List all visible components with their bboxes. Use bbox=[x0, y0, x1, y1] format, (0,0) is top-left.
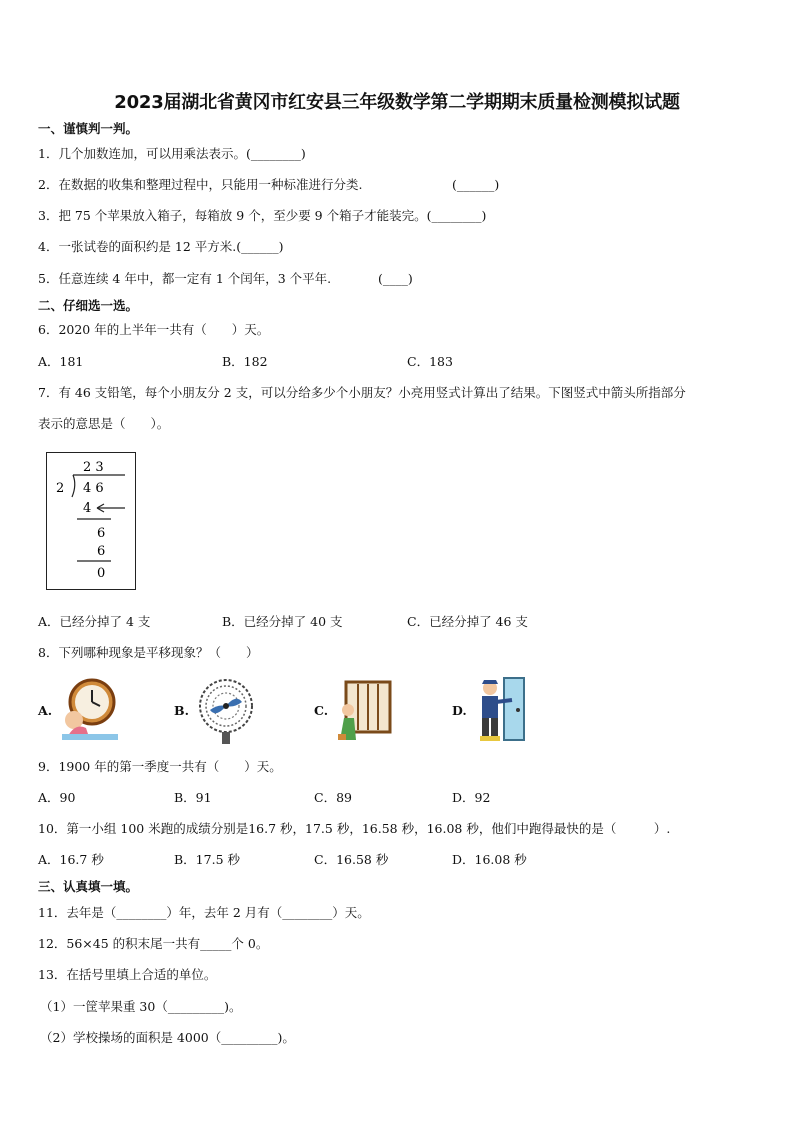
question-12: 12．56×45 的积末尾一共有_____个 0。 bbox=[38, 936, 269, 951]
division-bracket-curve bbox=[72, 475, 75, 497]
q7-option-b: B．已经分掉了 40 支 bbox=[222, 614, 343, 629]
q9-option-c: C．89 bbox=[314, 790, 352, 805]
question-3: 3．把 75 个苹果放入箱子，每箱放 9 个，至少要 9 个箱子才能装完。(________) bbox=[38, 208, 487, 223]
q8-option-d-label: D. bbox=[452, 703, 467, 718]
q9-option-a: A．90 bbox=[38, 790, 76, 805]
division-quotient: 2 3 bbox=[83, 460, 104, 475]
question-7-line-1: 7．有 46 支铅笔，每个小朋友分 2 支，可以分给多少个小朋友？小亮用竖式计算出了结果。下图竖式中箭头所指部分 bbox=[38, 385, 686, 400]
question-5: 5．任意连续 4 年中，都一定有 1 个闰年，3 个平年. bbox=[38, 271, 332, 286]
q8-option-c-label: C. bbox=[314, 703, 329, 718]
question-1: 1．几个加数连加，可以用乘法表示。(________) bbox=[38, 146, 306, 161]
division-divisor: 2 bbox=[56, 481, 65, 496]
q10-option-d: D．16.08 秒 bbox=[452, 852, 527, 867]
q10-option-b: B．17.5 秒 bbox=[174, 852, 240, 867]
question-11: 11．去年是（________）年，去年 2 月有（________）天。 bbox=[38, 905, 370, 920]
question-5-blank: (____) bbox=[378, 271, 413, 286]
long-division-figure bbox=[46, 452, 136, 590]
division-dividend: 4 6 bbox=[83, 481, 104, 496]
fan-spinning-picture bbox=[196, 672, 256, 746]
q7-option-a: A．已经分掉了 4 支 bbox=[38, 614, 151, 629]
q8-option-a-label: A. bbox=[38, 703, 53, 718]
q6-option-b: B．182 bbox=[222, 354, 268, 369]
question-8: 8．下列哪种现象是平移现象？（ ） bbox=[38, 645, 259, 660]
question-13: 13．在括号里填上合适的单位。 bbox=[38, 967, 217, 982]
question-4: 4．一张试卷的面积约是 12 平方米.(______) bbox=[38, 239, 284, 254]
q8-option-b-label: B. bbox=[174, 703, 189, 718]
question-10: 10．第一小组 100 米跑的成绩分别是16.7 秒，17.5 秒，16.58 秒，16.08 秒，他们中跑得最快的是（ ）. bbox=[38, 821, 671, 836]
section-heading-fill: 三、认真填一填。 bbox=[38, 879, 139, 894]
q6-option-c: C．183 bbox=[407, 354, 453, 369]
division-step-3: 6 bbox=[97, 544, 106, 559]
door-opening-picture bbox=[474, 676, 530, 742]
division-remainder: 0 bbox=[97, 566, 106, 581]
q10-option-a: A．16.7 秒 bbox=[38, 852, 104, 867]
question-9: 9．1900 年的第一季度一共有（ ）天。 bbox=[38, 759, 282, 774]
question-13-part-1: （1）一筐苹果重 30（_________)。 bbox=[40, 999, 242, 1014]
q10-option-c: C．16.58 秒 bbox=[314, 852, 389, 867]
section-heading-choose: 二、仔细选一选。 bbox=[38, 298, 139, 313]
question-2: 2．在数据的收集和整理过程中，只能用一种标准进行分类. bbox=[38, 177, 363, 192]
clock-turning-picture bbox=[60, 676, 120, 740]
question-2-blank: (______) bbox=[452, 177, 500, 192]
question-13-part-2: （2）学校操场的面积是 4000（_________)。 bbox=[40, 1030, 295, 1045]
section-heading-judge: 一、谨慎判一判。 bbox=[38, 121, 139, 136]
division-step-2: 6 bbox=[97, 526, 106, 541]
page-title: 2023届湖北省黄冈市红安县三年级数学第二学期期末质量检测模拟试题 bbox=[114, 92, 680, 113]
q7-option-c: C．已经分掉了 46 支 bbox=[407, 614, 528, 629]
q9-option-b: B．91 bbox=[174, 790, 212, 805]
q6-option-a: A．181 bbox=[38, 354, 84, 369]
window-sliding-picture bbox=[336, 680, 392, 740]
long-division-drawing bbox=[47, 453, 137, 591]
q9-option-d: D．92 bbox=[452, 790, 491, 805]
question-6: 6．2020 年的上半年一共有（ ）天。 bbox=[38, 322, 270, 337]
division-step-1: 4 bbox=[83, 501, 92, 516]
question-7-line-2: 表示的意思是（ ）。 bbox=[38, 416, 170, 431]
